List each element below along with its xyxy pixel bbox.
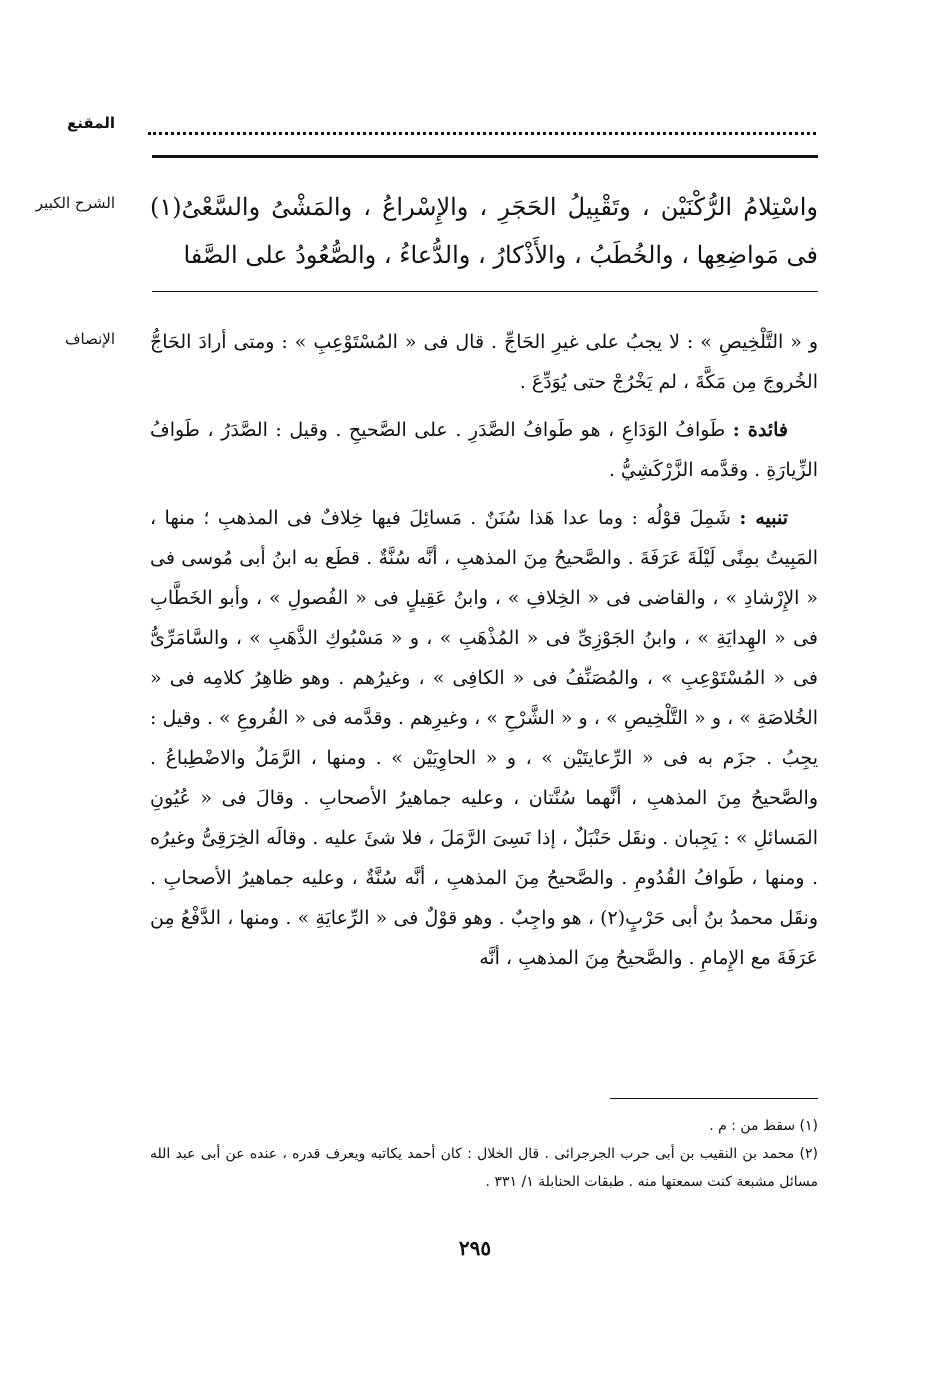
sharh-label: الشرح الكبير — [35, 194, 115, 212]
insaf-paragraph-2 — [150, 410, 818, 490]
running-title: المقنع — [67, 114, 115, 132]
footnote-1: (١) سقط من : م . — [709, 1118, 818, 1134]
insaf-paragraph-3 — [150, 498, 818, 978]
tanbih-body: شَمِلَ قوْلُه : وما عدا هَذا سُنَنٌ . مَسائِلَ فيها خِلافٌ فى المذهبِ ؛ منها ، المَبِيتُ بمِنًى لَيْلَةَ عَرَفَةَ . والصَّحيحُ مِنَ المذهبِ ، أنَّه سُنَّةٌ . قطَع به ابنُ أبى مُوسى فى « الإِرْشادِ » ، والقاضى فى « الخِلافِ » ، وابنُ عَقِيلٍ فى « الفُصولِ » ، وأبو الخَطَّابِ فى « الهِدايَةِ » ، وابنُ الجَوْزِىِّ فى « المُذْهَبِ » ، و « مَسْبُوكِ الذَّهَبِ » ، والسَّامَرِّىُّ فى « المُسْتَوْعِبِ » ، والمُصَنِّفُ فى « الكافِى » ، وغيرُهم . وهو ظاهِرُ كلامِه فى « الخُلاصَةِ » ، و « التَّلْخِيصِ » ، و « الشَّرْحِ » ، وغيرِهم . وقدَّمه فى « الفُروعِ » . وقيل : يجِبُ . جزَم به فى « الرِّعايتَيْن » ، و « الحاوِيَيْن » . ومنها ، الرَّمَلُ والاضْطِباعُ . والصَّحيحُ مِنَ المذهبِ ، أنَّهما سُنَّتان ، وعليه جماهيرُ الأصحابِ . وقالَ فى « عُيُونِ المَسائلِ » : يَجِبان . ونقَل حَنْبَلٌ ، إذا نَسِىَ الرَّمَلَ ، فلا شئَ عليه . وقالَه الخِرَقِىُّ وغيرُه . ومنها ، طَوافُ القُدُومِ . والصَّحيحُ مِنَ المذهبِ ، أنَّه سُنَّةٌ ، وعليه جماهيرُ الأصحابِ . ونقَل محمدُ بنُ أبى حَرْبٍ(٢) ، هو واجِبٌ . وهو قوْلٌ فى « الرِّعايَةِ » . ومنها ، الدَّفْعُ مِن عَرَفَةَ مع الإِمامِ . والصَّحيحُ مِنَ المذهبِ ، أنَّه — [150, 507, 818, 969]
header-dotted-leader — [148, 112, 816, 135]
top-rule — [152, 155, 818, 158]
footnote-2: (٢) محمد بن النقيب بن أبى حرب الجرجرائى . قال الخلال : كان أحمد يكاتبه ويعرف قدره ، عنده عن أبى عبد الله مسائل مشبعة كنت سمعتها منه . طبقات الحنابلة ١/ ٣٣١ . — [150, 1146, 818, 1190]
footnotes — [150, 1112, 818, 1196]
insaf-body — [150, 322, 818, 986]
footnote-rule — [610, 1098, 818, 1099]
section-divider — [152, 291, 818, 292]
insaf-label: الإنصاف — [64, 330, 115, 348]
page-number: ٢٩٥ — [458, 1236, 492, 1260]
faida-body: طَوافُ الوَدَاعِ ، هو طَوافُ الصَّدَرِ . على الصَّحيحِ . وقيل : الصَّدَرُ ، طَوافُ الزِّيارَةِ . وقدَّمه الزَّرْكَشِيُّ . — [150, 419, 818, 481]
tanbih-heading: تنبيه : — [739, 507, 789, 529]
faida-heading: فائدة : — [732, 419, 789, 441]
insaf-paragraph-1: و « التَّلْخِيصِ » : لا يجبُ على غيرِ الحَاجِّ . قال فى « المُسْتَوْعِبِ » : ومتى أرادَ الحَاجُّ الخُروجَ مِن مَكَّةَ ، لم يَخْرُجْ حتى يُوَدِّعَ . — [150, 331, 818, 393]
sharh-text: واسْتِلامُ الرُّكْنَيْن ، وتَقْبِيلُ الحَجَرِ ، والإِسْراعُ ، والمَشْىُ والسَّعْىُ(١) فى مَواضِعِها ، والخُطَبُ ، والأَذْكارُ ، والدُّعاءُ ، والصُّعُودُ على الصَّفا — [150, 193, 818, 269]
